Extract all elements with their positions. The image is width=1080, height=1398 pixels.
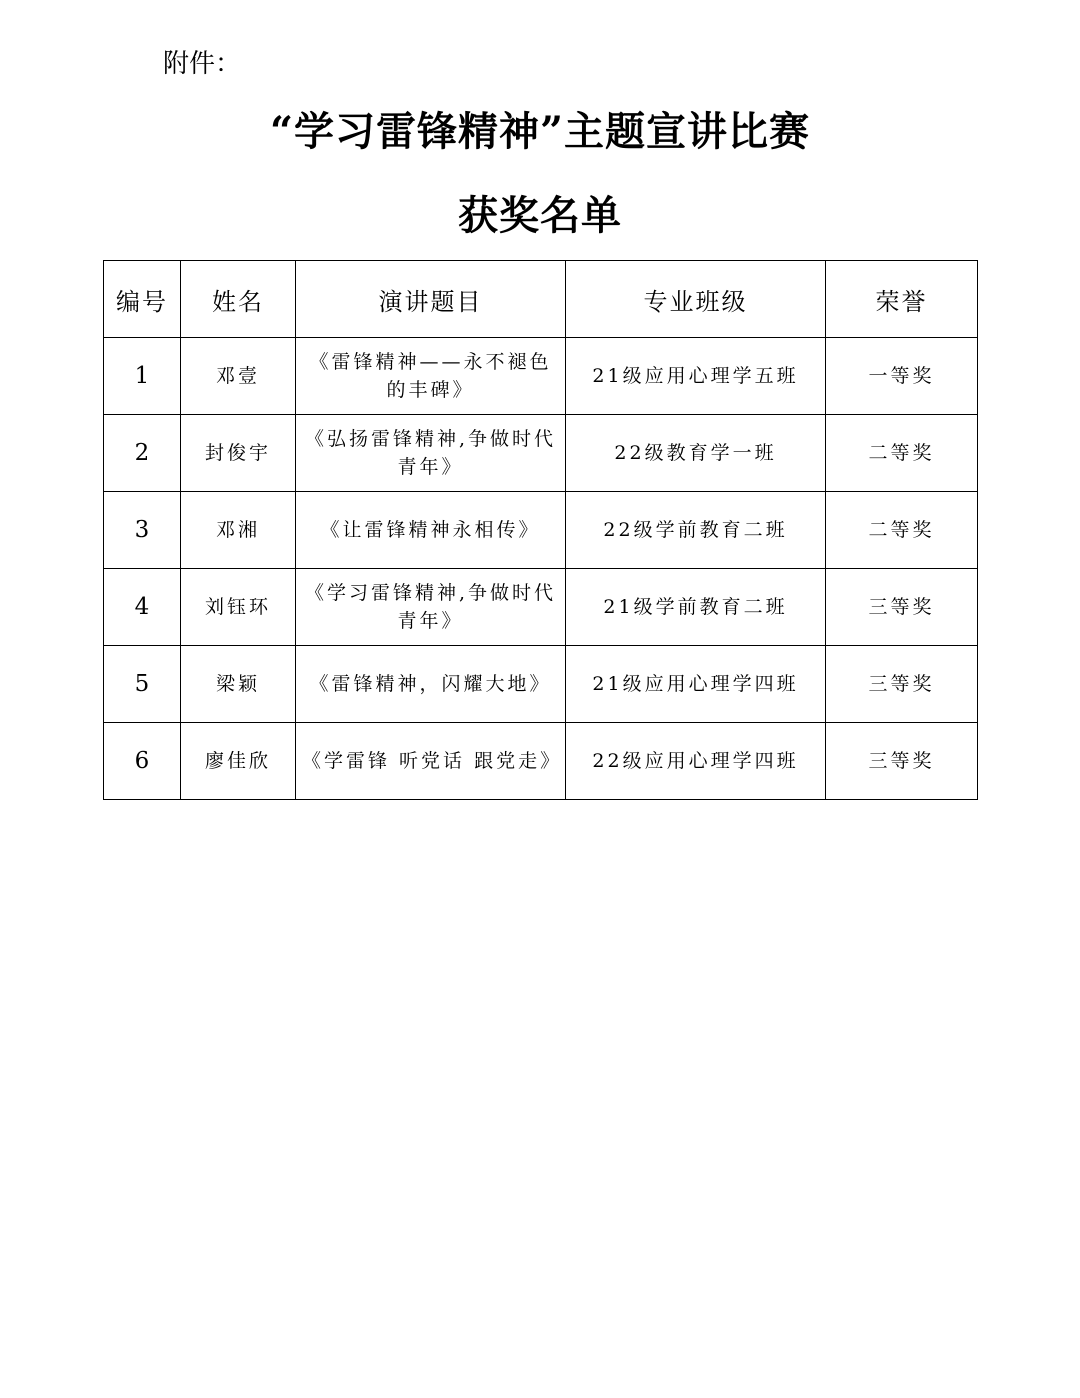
header-honor: 荣誉: [826, 261, 978, 338]
table-row: [104, 723, 978, 800]
cell-id: 1: [104, 338, 181, 415]
cell-id: 4: [104, 569, 181, 646]
attachment-label: 附件：: [163, 49, 242, 79]
document-title: “学习雷锋精神”主题宣讲比赛: [269, 108, 810, 155]
table-row: [104, 415, 978, 492]
cell-id: 2: [104, 415, 181, 492]
header-class: 专业班级: [566, 261, 826, 338]
cell-name: 梁颖: [181, 646, 296, 723]
cell-id: 5: [104, 646, 181, 723]
table-header-row: [104, 261, 978, 338]
cell-topic: 《弘扬雷锋精神,争做时代青年》: [296, 415, 566, 492]
cell-name: 刘钰环: [181, 569, 296, 646]
cell-name: 廖佳欣: [181, 723, 296, 800]
cell-topic: 《学习雷锋精神,争做时代青年》: [296, 569, 566, 646]
table-row: [104, 492, 978, 569]
cell-class: 22级学前教育二班: [566, 492, 826, 569]
cell-honor: 三等奖: [826, 569, 978, 646]
cell-class: 21级应用心理学五班: [566, 338, 826, 415]
cell-honor: 二等奖: [826, 492, 978, 569]
cell-class: 22级教育学一班: [566, 415, 826, 492]
cell-class: 22级应用心理学四班: [566, 723, 826, 800]
cell-topic: 《雷锋精神——永不褪色的丰碑》: [296, 338, 566, 415]
cell-topic: 《学雷锋 听党话 跟党走》: [296, 723, 566, 800]
table-row: [104, 569, 978, 646]
cell-topic: 《雷锋精神，闪耀大地》: [296, 646, 566, 723]
header-topic: 演讲题目: [296, 261, 566, 338]
cell-id: 3: [104, 492, 181, 569]
cell-topic: 《让雷锋精神永相传》: [296, 492, 566, 569]
header-id: 编号: [104, 261, 181, 338]
cell-honor: 二等奖: [826, 415, 978, 492]
cell-id: 6: [104, 723, 181, 800]
award-list-table: [103, 260, 978, 800]
document-subtitle: 获奖名单: [458, 192, 622, 239]
header-name: 姓名: [181, 261, 296, 338]
cell-honor: 三等奖: [826, 723, 978, 800]
cell-name: 封俊宇: [181, 415, 296, 492]
cell-class: 21级学前教育二班: [566, 569, 826, 646]
cell-name: 邓湘: [181, 492, 296, 569]
table-row: [104, 646, 978, 723]
table-row: [104, 338, 978, 415]
cell-name: 邓壹: [181, 338, 296, 415]
cell-class: 21级应用心理学四班: [566, 646, 826, 723]
cell-honor: 一等奖: [826, 338, 978, 415]
cell-honor: 三等奖: [826, 646, 978, 723]
